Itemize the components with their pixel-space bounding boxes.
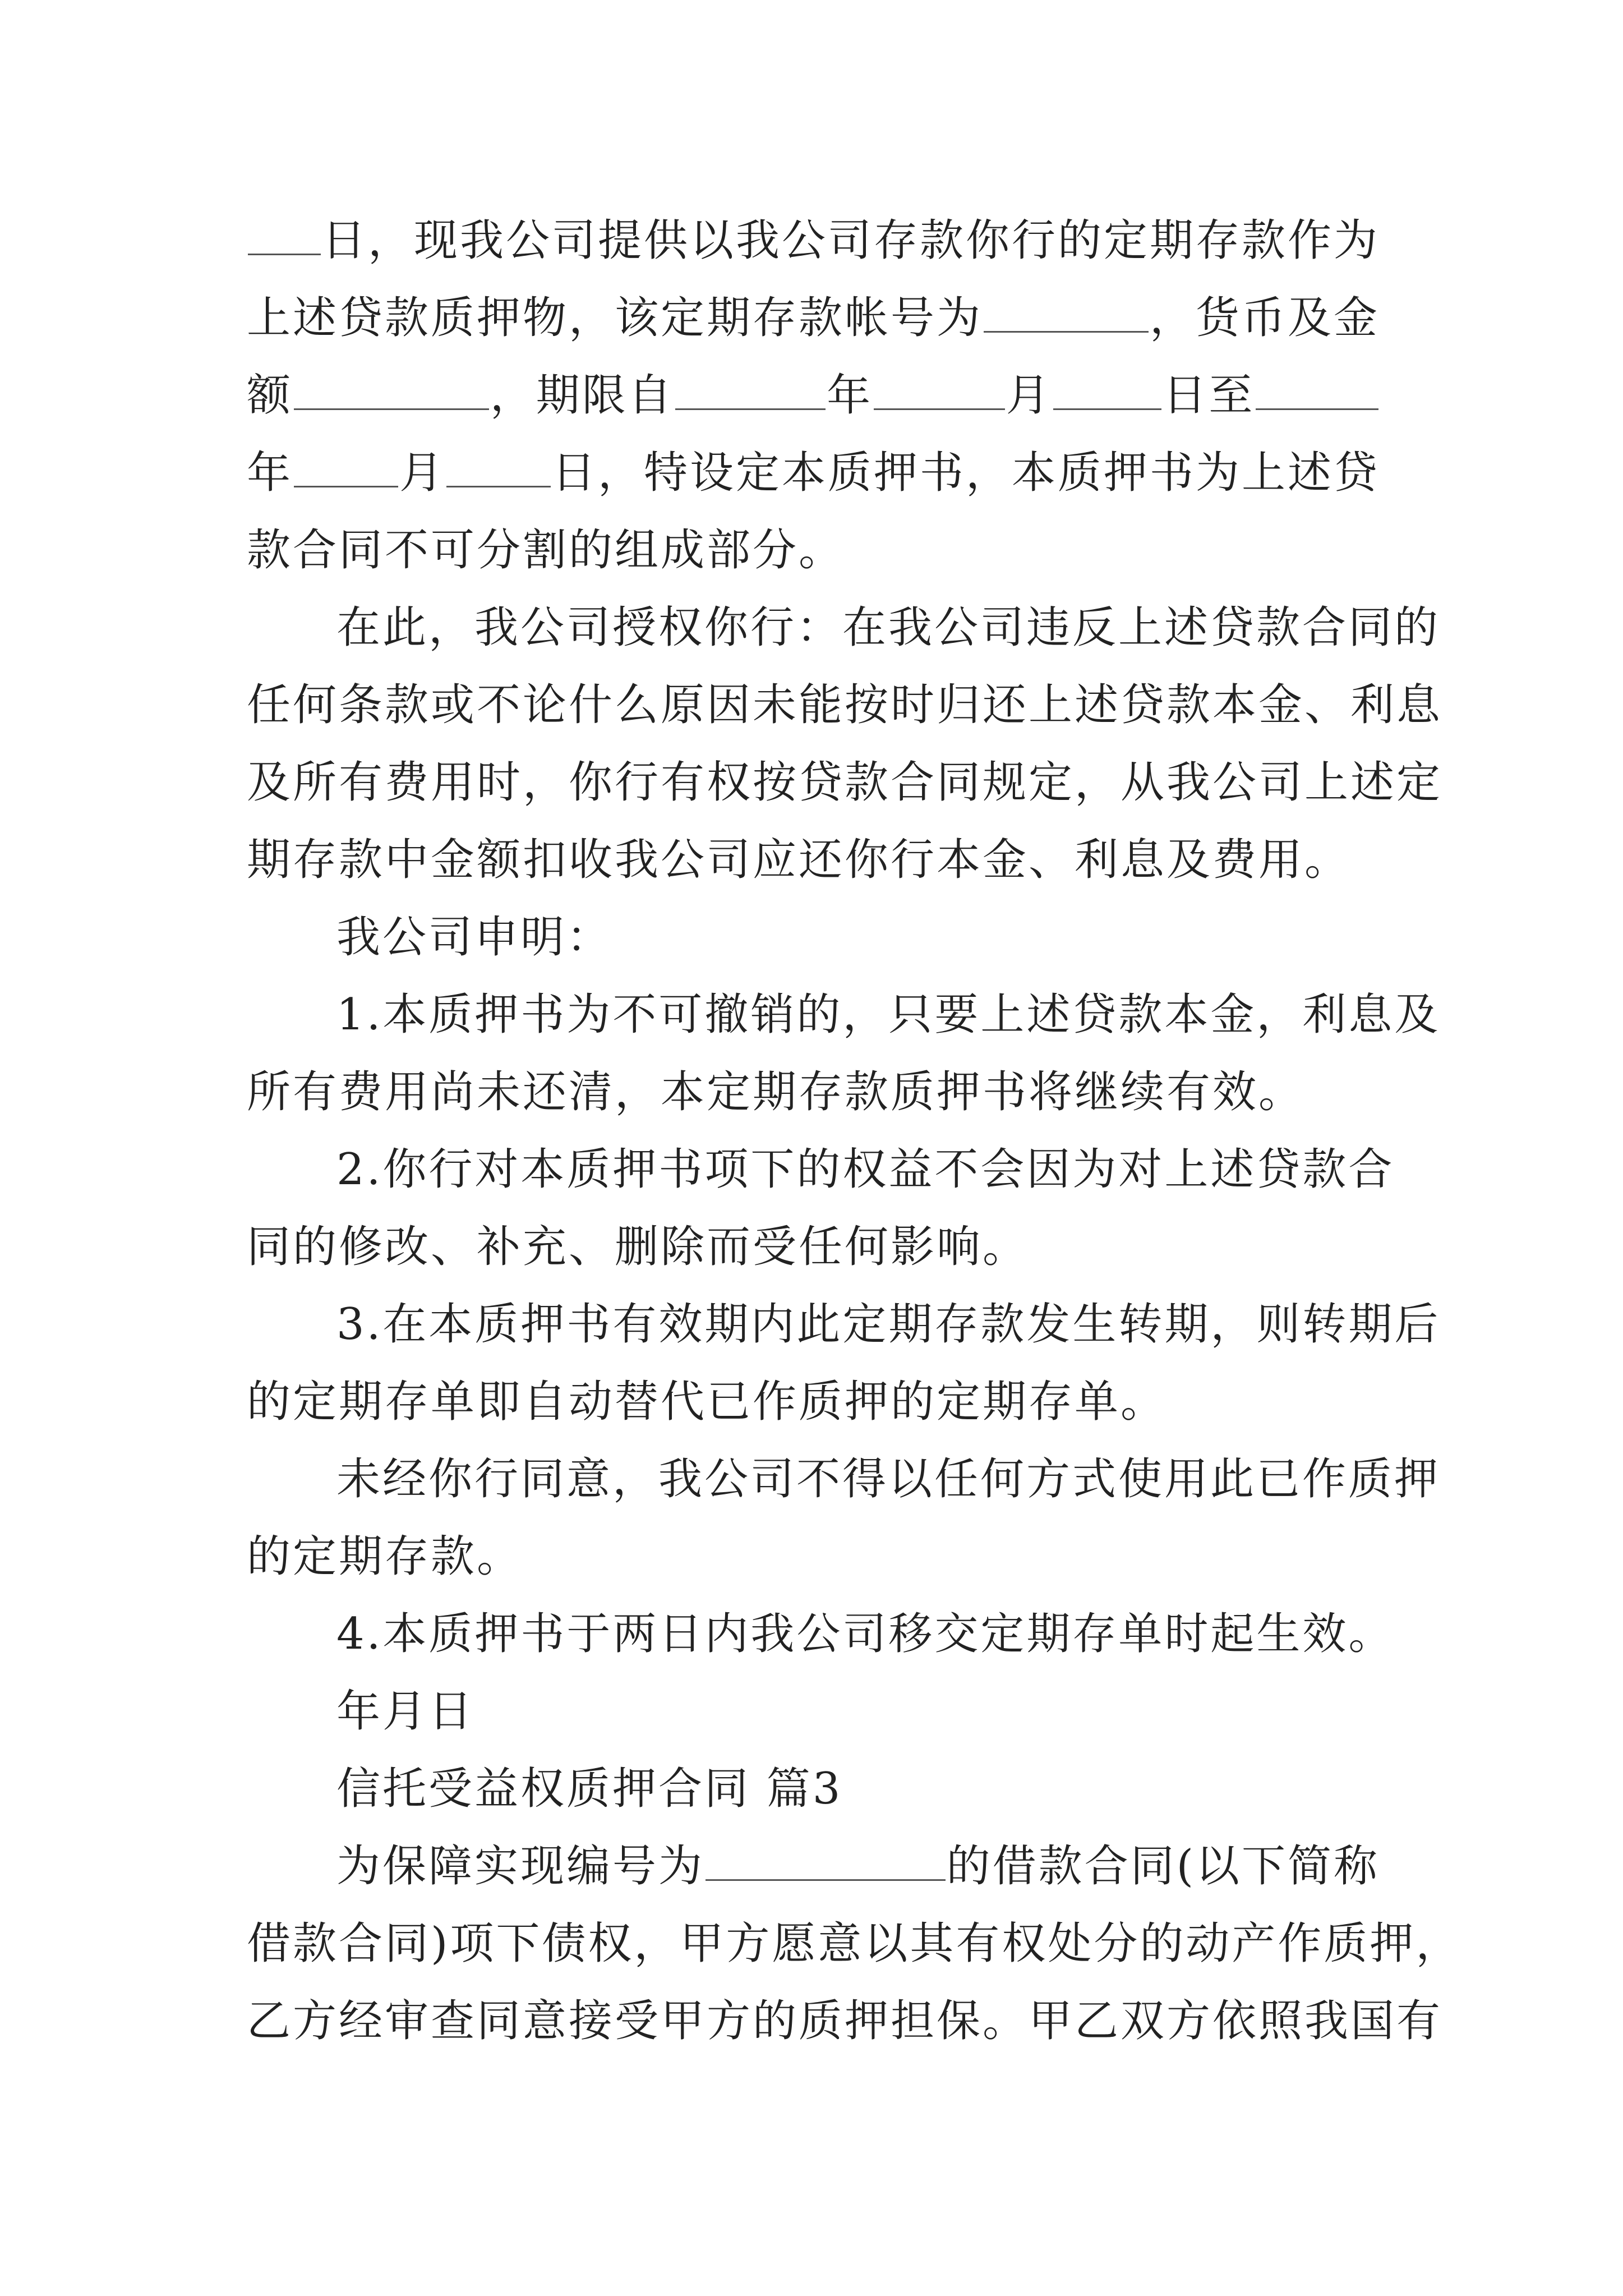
text-segment: 为保障实现编号为	[336, 1841, 705, 1892]
paragraph-line: 及所有费用时，你行有权按贷款合同规定，从我公司上述定	[247, 757, 1443, 808]
paragraph-line: 乙方经审查同意接受甲方的质押担保。甲乙双方依照我国有	[247, 1996, 1443, 2046]
list-item-line: 所有费用尚未还清，本定期存款质押书将继续有效。	[247, 1067, 1305, 1117]
paragraph-line: 借款合同)项下债权，甲方愿意以其有权处分的动产作质押，	[247, 1918, 1462, 1969]
list-item-line: 的定期存单即自动替代已作质押的定期存单。	[247, 1377, 1167, 1427]
fill-in-blank	[294, 447, 398, 487]
paragraph-line	[247, 434, 1380, 512]
paragraph-line: 任何条款或不论什么原因未能按时归还上述贷款本金、利息	[247, 680, 1443, 730]
text-segment: 的借款合同(以下简称	[946, 1841, 1380, 1892]
paragraph-line: 的定期存款。	[247, 1531, 523, 1582]
fill-in-blank	[446, 447, 551, 487]
text-segment: 日，特设定本质押书，本质押书为上述贷	[551, 448, 1380, 498]
list-item-line: 2.你行对本质押书项下的权益不会因为对上述贷款合	[336, 1144, 1395, 1195]
list-item-line: 同的修改、补充、删除而受任何影响。	[247, 1222, 1029, 1272]
text-segment: 年	[247, 448, 293, 498]
text-segment: 日，现我公司提供以我公司存款你行的定期存款作为	[321, 215, 1380, 266]
fill-in-blank	[294, 369, 489, 410]
paragraph-line	[247, 357, 1380, 434]
paragraph-line: 未经你行同意，我公司不得以任何方式使用此已作质押	[336, 1454, 1441, 1504]
text-segment: ，期限自	[490, 370, 674, 421]
paragraph-line: 期存款中金额扣收我公司应还你行本金、利息及费用。	[247, 835, 1351, 885]
text-segment: 额	[247, 370, 293, 421]
paragraph-line	[247, 279, 1380, 357]
text-segment: 日至	[1163, 370, 1255, 421]
fill-in-blank	[984, 292, 1149, 333]
text-segment: 上述贷款质押物，该定期存款帐号为	[247, 293, 983, 343]
section-heading: 信托受益权质押合同 篇3	[336, 1764, 843, 1814]
fill-in-blank	[874, 369, 1005, 410]
list-item-line: 1.本质押书为不可撤销的，只要上述贷款本金，利息及	[336, 990, 1441, 1040]
paragraph-line	[247, 202, 1380, 279]
text-segment: 月	[1006, 370, 1052, 421]
list-item-line: 3.在本质押书有效期内此定期存款发生转期，则转期后	[336, 1299, 1441, 1350]
fill-in-blank	[1256, 369, 1378, 410]
paragraph-line	[247, 1828, 1380, 1905]
fill-in-blank	[1053, 369, 1162, 410]
fill-in-blank	[706, 1840, 946, 1881]
document-page	[247, 202, 1462, 2060]
text-segment: ，货币及金	[1149, 293, 1380, 343]
paragraph-line: 在此，我公司授权你行：在我公司违反上述贷款合同的	[336, 602, 1441, 653]
text-segment: 年	[827, 370, 873, 421]
text-segment: 月	[399, 448, 445, 498]
list-item-line: 4.本质押书于两日内我公司移交定期存单时起生效。	[336, 1609, 1395, 1659]
paragraph-line: 款合同不可分割的组成部分。	[247, 525, 845, 576]
paragraph-line: 我公司申明：	[336, 912, 613, 963]
fill-in-blank	[248, 214, 321, 255]
fill-in-blank	[675, 369, 826, 410]
date-line: 年月日	[336, 1686, 475, 1737]
